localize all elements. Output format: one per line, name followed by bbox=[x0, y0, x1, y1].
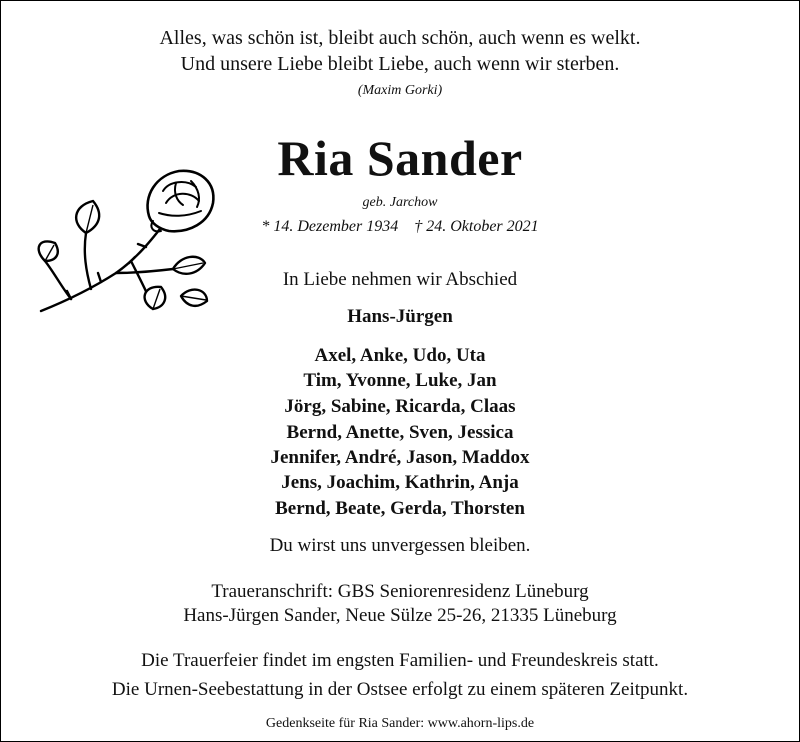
quote-line-1: Alles, was schön ist, bleibt auch schön, auch wenn es welkt. bbox=[159, 27, 641, 49]
family-line: Jens, Joachim, Kathrin, Anja bbox=[281, 472, 519, 493]
deceased-name: Ria Sander bbox=[277, 130, 523, 186]
service-line-2: Die Urnen-Seebestattung in der Ostsee erfolgt zu einem späteren Zeitpunkt. bbox=[111, 679, 689, 700]
service-line-1: Die Trauerfeier findet im engsten Familien- und Freundeskreis statt. bbox=[141, 650, 659, 671]
family-line: Bernd, Anette, Sven, Jessica bbox=[286, 422, 514, 443]
farewell-intro: In Liebe nehmen wir Abschied bbox=[282, 269, 518, 290]
family-line: Bernd, Beate, Gerda, Thorsten bbox=[275, 498, 525, 519]
spouse-name: Hans-Jürgen bbox=[347, 306, 453, 327]
family-line: Jennifer, André, Jason, Maddox bbox=[270, 447, 530, 468]
life-dates: * 14. Dezember 1934 † 24. Oktober 2021 bbox=[261, 218, 539, 235]
family-line: Jörg, Sabine, Ricarda, Claas bbox=[284, 396, 516, 417]
closing-line: Du wirst uns unvergessen bleiben. bbox=[269, 535, 531, 556]
quote-line-2: Und unsere Liebe bleibt Liebe, auch wenn wir sterben. bbox=[180, 53, 620, 75]
birth-name: geb. Jarchow bbox=[362, 195, 438, 210]
address-line-2: Hans-Jürgen Sander, Neue Sülze 25-26, 21335 Lüneburg bbox=[183, 605, 617, 626]
family-line: Axel, Anke, Udo, Uta bbox=[314, 345, 486, 366]
address-line-1: Traueranschrift: GBS Seniorenresidenz Lüneburg bbox=[211, 581, 589, 602]
memorial-page-note: Gedenkseite für Ria Sander: www.ahorn-lips.de bbox=[265, 716, 535, 731]
family-line: Tim, Yvonne, Luke, Jan bbox=[303, 370, 497, 391]
quote-source: (Maxim Gorki) bbox=[357, 83, 443, 98]
